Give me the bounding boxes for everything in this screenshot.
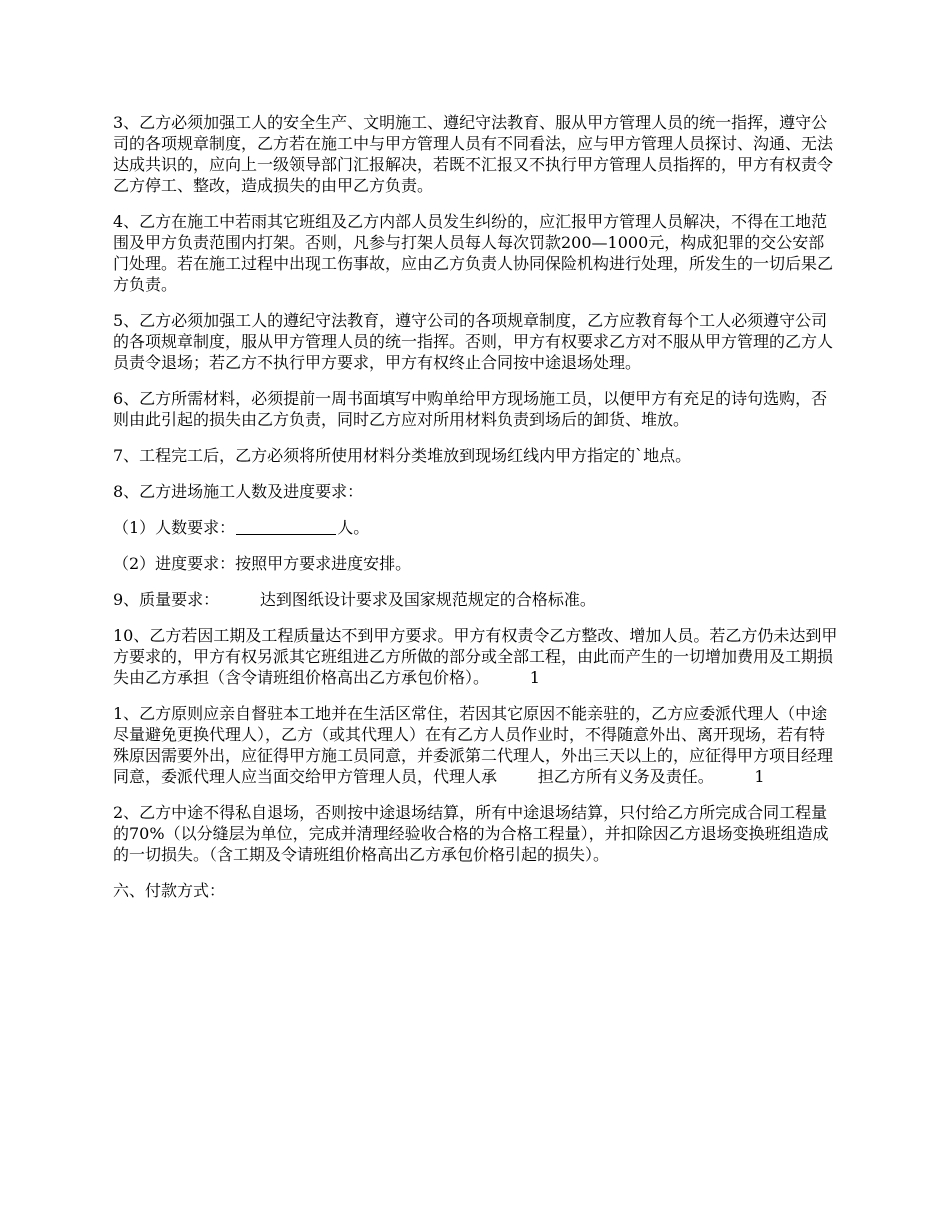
clause-8-1-suffix: 人。 bbox=[337, 518, 370, 537]
clause-8-1-prefix: （1）人数要求： bbox=[113, 518, 236, 537]
headcount-blank bbox=[236, 518, 336, 535]
clause-5: 5、乙方必须加强工人的遵纪守法教育，遵守公司的各项规章制度，乙方应教育每个工人必须遵守公司的各项规章制度，服从甲方管理人员的统一指挥。否则，甲方有权要求乙方对不服从甲方管理的乙方人员责令退场；若乙方不执行甲方要求，甲方有权终止合同按中途退场处理。 bbox=[113, 311, 834, 372]
clause-8-1 bbox=[113, 517, 839, 538]
clause-8-2: （2）进度要求：按照甲方要求进度安排。 bbox=[113, 554, 412, 573]
section-6-heading: 六、付款方式： bbox=[113, 881, 226, 900]
clause-9: 9、质量要求： 达到图纸设计要求及国家规范规定的合格标准。 bbox=[113, 590, 596, 609]
clause-3: 3、乙方必须加强工人的安全生产、文明施工、遵纪守法教育、服从甲方管理人员的统一指挥，遵守公司的各项规章制度，乙方若在施工中与甲方管理人员有不同看法，应与甲方管理人员探讨、沟通、无法达成共识的，应向上一级领导部门汇报解决，若既不汇报又不执行甲方管理人员指挥的，甲方有权责令乙方停工、整改，造成损失的由甲乙方负责。 bbox=[113, 113, 834, 195]
clause-10: 10、乙方若因工期及工程质量达不到甲方要求。甲方有权责令乙方整改、增加人员。若乙方仍未达到甲方要求的，甲方有权另派其它班组进乙方所做的部分或全部工程，由此而产生的一切增加费用及工期损失由乙方承担（含令请班组价格高出乙方承包价格）。 1 bbox=[113, 626, 838, 687]
document-body bbox=[113, 112, 839, 916]
clause-8: 8、乙方进场施工人数及进度要求： bbox=[113, 482, 364, 501]
agent-clause-2: 2、乙方中途不得私自退场，否则按中途退场结算，所有中途退场结算，只付给乙方所完成合同工程量的70%（以分缝层为单位，完成并清理经验收合格的为合格工程量），并扣除因乙方退场变换班组造成的一切损失。（含工期及令请班组价格高出乙方承包价格引起的损失）。 bbox=[113, 803, 829, 864]
clause-7: 7、工程完工后，乙方必须将所使用材料分类堆放到现场红线内甲方指定的`地点。 bbox=[113, 446, 692, 465]
agent-clause-1: 1、乙方原则应亲自督驻本工地并在生活区常住，若因其它原因不能亲驻的，乙方应委派代理人（中途尽量避免更换代理人），乙方（或其代理人）在有乙方人员作业时，不得随意外出、离开现场，若有特殊原因需要外出，应征得甲方施工员同意，并委派第二代理人，外出三天以上的，应征得甲方项目经理同意，委派代理人应当面交给甲方管理人员，代理人承 担乙方所有义务及责任。 1 bbox=[113, 704, 834, 786]
clause-6: 6、乙方所需材料，必须提前一周书面填写中购单给甲方现场施工员，以便甲方有充足的诗句选购，否则由此引起的损失由乙方负责，同时乙方应对所用材料负责到场后的卸货、堆放。 bbox=[113, 389, 828, 429]
clause-4: 4、乙方在施工中若雨其它班组及乙方内部人员发生纠纷的，应汇报甲方管理人员解决，不得在工地范围及甲方负责范围内打架。否则，凡参与打架人员每人每次罚款200—1000元，构成犯罪的交公安部门处理。若在施工过程中出现工伤事故，应由乙方负责人协同保险机构进行处理，所发生的一切后果乙方负责。 bbox=[113, 212, 834, 294]
